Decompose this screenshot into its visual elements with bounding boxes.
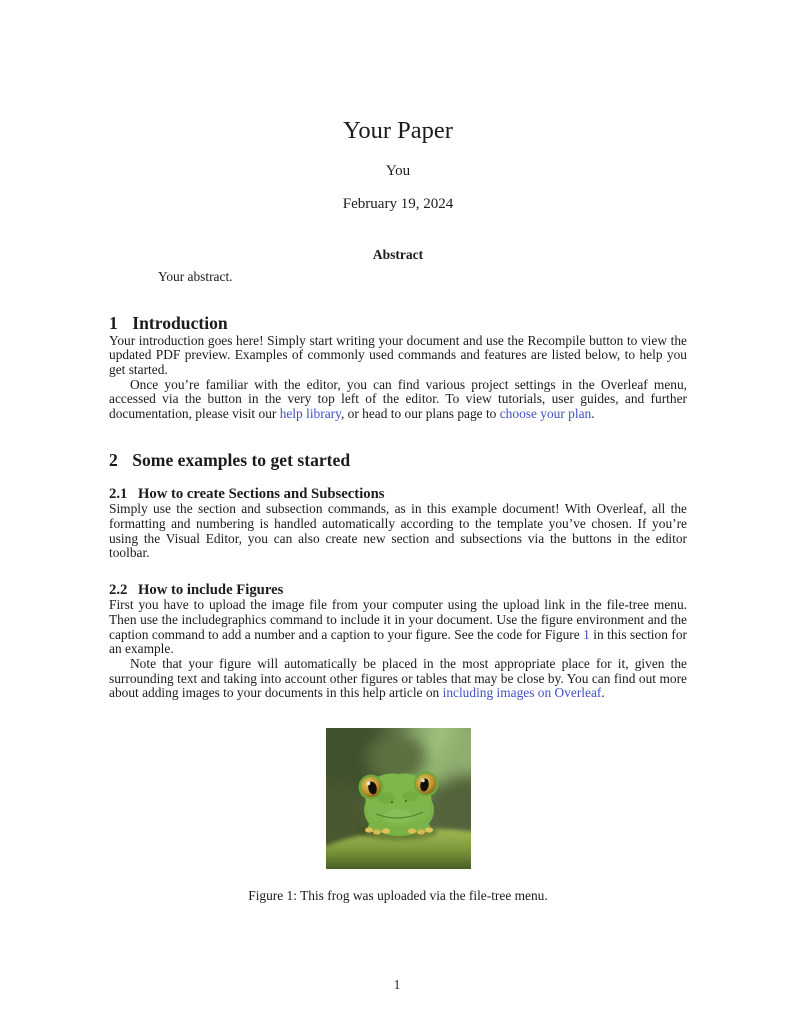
section-1-number: 1 xyxy=(109,313,118,334)
figure-1 xyxy=(109,728,687,904)
text-block xyxy=(109,0,687,904)
intro-paragraph-2-text-3: . xyxy=(591,406,595,422)
section-1-heading xyxy=(109,314,687,333)
paper-title: Your Paper xyxy=(343,117,453,144)
figures-paragraph-2 xyxy=(109,657,687,701)
subsection-2-1-number: 2.1 xyxy=(109,486,128,503)
intro-paragraph-2-text-2: , or head to our plans page to xyxy=(340,406,500,422)
subsection-2-2-title: How to include Figures xyxy=(137,582,284,599)
figure-caption: Figure 1: This frog was uploaded via the file-tree menu. xyxy=(248,888,548,904)
figures-paragraph-2-text-2: . xyxy=(601,685,605,701)
subsection-2-1-heading xyxy=(109,486,687,502)
intro-paragraph-2 xyxy=(109,378,687,422)
section-2-heading xyxy=(109,451,687,470)
frog-image-svg xyxy=(326,728,471,869)
figures-paragraph-1 xyxy=(109,598,687,657)
subsection-2-1-paragraph: Simply use the section and subsection commands, as in this example document! With Overleaf, all the formatting and numbering is handled automatically according to the template you’ve chosen. If you’re using the Visual Editor, you can also create new section and subsections via the buttons in the editor toolbar. xyxy=(109,501,687,561)
frog-body xyxy=(358,772,438,837)
figures-paragraph-1-text-1: First you have to upload the image file from your computer using the upload link in the file-tree menu. Then use the includegraphics command to include it in your document. Use the figure environment and the caption command to add a number and a caption to your figure. See the code for Figure xyxy=(109,597,687,642)
paper-author: You xyxy=(385,163,411,180)
figures-paragraph-2-text-1: Note that your figure will automatically be placed in the most appropriate place for it, given the surrounding text and taking into account other figures or tables that may be close by. You can find out more about adding images to your documents in this help article on xyxy=(109,656,687,701)
section-2-number: 2 xyxy=(109,449,118,470)
page-number: 1 xyxy=(393,977,401,992)
title-block xyxy=(109,0,687,213)
choose-your-plan-link[interactable]: choose your plan xyxy=(499,406,592,422)
section-1-title: Introduction xyxy=(132,313,228,334)
figures-paragraph-1-text-2: in this section for an example. xyxy=(109,626,687,657)
frog-image xyxy=(326,728,471,869)
including-images-link[interactable]: including images on Overleaf xyxy=(442,685,602,701)
subsection-2-2-number: 2.2 xyxy=(109,582,128,599)
figure-1-ref-link[interactable]: 1 xyxy=(583,626,590,642)
subsection-2-2-heading xyxy=(109,582,687,598)
paper-date: February 19, 2024 xyxy=(342,196,454,213)
subsection-2-1-title: How to create Sections and Subsections xyxy=(137,486,385,503)
intro-paragraph-2-text-1: Once you’re familiar with the editor, you can find various project settings in the Overleaf menu, accessed via the button in the very top left of the editor. To view tutorials, user guides, and further documentation, please visit our xyxy=(109,376,687,422)
section-2-title: Some examples to get started xyxy=(132,449,351,470)
abstract-text: Your abstract. xyxy=(158,269,233,285)
abstract-heading: Abstract xyxy=(372,247,424,263)
intro-paragraph-1: Your introduction goes here! Simply start writing your document and use the Recompile button to view the updated PDF preview. Examples of commonly used commands and features are listed below, to help you get started. xyxy=(109,332,687,377)
help-library-link[interactable]: help library xyxy=(279,406,341,422)
